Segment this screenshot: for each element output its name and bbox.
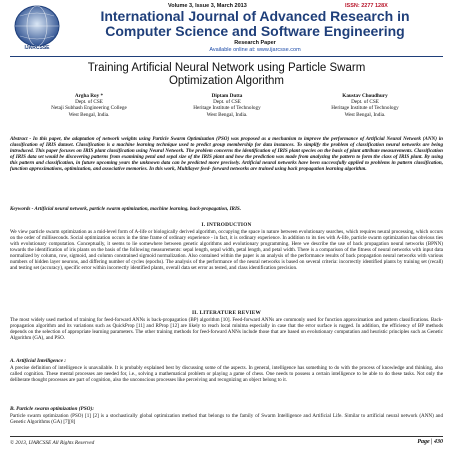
introduction-text: We view particle swarm optimization as a mid-level form of A-life or biologically derived algorithm, occupying the space in nature between evolutionary searches, which requires neural processing, which occurs on the order of milliseconds. Social optimization occurs in the time frame of ordinary experience - in fact, it is ordinary experience. In addition to its ties with A-life, particle swarm optimization has obvious ties with evolutionary computation. Conceptually, it seems to lie somewhere between genetic algorithms and evolutionary programming. Here we describe the use of back propagation neural networks (BPNN) towards the identification of iris plants on the basis of the following measurements: sepal length, sepal width, petal length, and petal width. There is a comparison of the fitness of neural networks with input data normalized by column, row, sigmoid, and column constrained sigmoid normalization. Also contained within the paper is an analysis of the performance results of back propagation neural networks with various numbers of hidden layer neurons, and differing number of cycles (epochs). The analysis of the performance of the neural networks is based on several criteria: incorrectly identified plants by training set (recall) and testing set (accuracy), specific error within incorrectly identified plants, overall data set error as tested, and class identification precision. (10, 229, 443, 272)
author-institution: Netaji Subhash Engineering College (51, 105, 127, 112)
author-2 (158, 93, 296, 118)
author-dept: Dept. of CSE (75, 99, 103, 106)
author-dept: Dept. of CSE (213, 99, 241, 106)
paper-title-line2: Optimization Algorithm (168, 75, 285, 87)
abstract: Abstract - In this paper, the adaptation of network weights using Particle Swarm Optimization (PSO) was proposed as a mechanism to improve the performance of Artificial Neural Network (ANN) in classification of IRIS dataset. Classification is a machine learning technique used to predict group membership for data instances. To simplify the problem of classification neural networks are being introduced. This paper focuses on IRIS plant classification using Neural Network. The problem concerns the identification of IRIS plant species on the basis of plant attribute measurements. Classification of IRIS data set would be discovering patterns from examining petal and sepal size of the IRIS plant and how the prediction was made from analyzing the pattern to form the class of IRIS plant. By using this pattern and classification, in future upcoming years the unknown data can be predicted more precisely. Artificial neural networks have been successfully applied to problems in pattern classification, function approximations, optimization, and associative memories. In this work, Multilayer feed- forward networks are trained using back propagation learning algorithm. (10, 136, 443, 173)
author-name: Argha Roy * (74, 93, 104, 99)
section-heading-literature-review: II. LITERATURE REVIEW (191, 310, 261, 316)
footer-divider (10, 436, 443, 437)
paper-title (20, 62, 433, 88)
copyright: © 2013, IJARCSSE All Rights Reserved (10, 440, 95, 446)
journal-title-line2: Computer Science and Software Engineering (105, 23, 405, 39)
author-location: West Bengal, India. (68, 111, 110, 118)
logo-text: IJARCSSE (24, 45, 50, 50)
paper-title-line1: Training Artificial Neural Network using Particle Swarm (87, 62, 366, 74)
subsection-pso-text: Particle swarm optimization (PSO) [1] [2] is a stochastically global optimization method that belongs to the family of Swarm Intelligence and Artificial Life. Similar to artificial neural network (ANN) and Genetic Algorithms (GA) [7][8] (10, 413, 443, 426)
author-location: West Bengal, India. (206, 111, 248, 118)
journal-header (0, 0, 453, 60)
subsection-heading-ai: A. Artificial Intelligence : (10, 358, 67, 364)
journal-website-link[interactable]: Available online at: www.ijarcsse.com (209, 47, 301, 53)
issn: ISSN: 2277 128X (345, 3, 388, 9)
subsection-ai-text: A precise definition of intelligence is unavailable. It is probably explained best by discussing some of the aspects. In general, intelligence has something to do with the process of knowledge and thinking, also called cognition. These mental processes are needed for, i.e., solving a mathematical problem or playing a game of chess. One needs to possess a certain intelligence to be able to do these tasks. Not only the deliberate thought processes are part of cognition, also the unconscious processes like perceiving and recognizing an object belong to it. (10, 365, 443, 384)
author-name: Diptam Dutta (211, 93, 243, 99)
page-number: Page | 430 (417, 439, 443, 445)
journal-logo-icon (12, 4, 62, 50)
author-3 (296, 93, 434, 118)
keywords: Keywords - Artificial neural network, particle swarm optimization, machine learning, back-propagation, IRIS. (10, 206, 242, 212)
journal-title-line1: International Journal of Advanced Research in (100, 8, 410, 24)
author-institution: Heritage Institute of Technology (193, 105, 261, 112)
author-location: West Bengal, India. (344, 111, 386, 118)
research-paper-label: Research Paper (234, 40, 276, 46)
author-name: Kaustav Choudhury (342, 93, 388, 99)
author-block (20, 93, 433, 129)
subsection-heading-pso: B. Particle swarm optimization (PSO): (10, 406, 95, 412)
header-divider (10, 56, 443, 57)
author-1 (20, 93, 158, 118)
literature-review-text: The most widely used method of training for feed-forward ANNs is back-propagation (BP) algorithm [10]. Feed-forward ANNs are commonly used for function approximation and pattern classifications. Back-propagation algorithm and its variations such as QuickProp [11] and RProp [12] are likely to reach local minima especially in case that the error surface is rugged. In addition, the efficiency of BP methods depends on the selection of appropriate learning parameters. The other training methods for feed-forward ANNs include those that are based on evolutionary computation and heuristic principles such as Genetic Algorithm (GA), and PSO. (10, 317, 443, 342)
volume-issue: Volume 3, Issue 3, March 2013 (168, 3, 247, 9)
author-dept: Dept. of CSE (351, 99, 379, 106)
author-institution: Heritage Institute of Technology (331, 105, 399, 112)
journal-title (70, 9, 440, 39)
section-heading-introduction: I. INTRODUCTION (201, 222, 252, 228)
